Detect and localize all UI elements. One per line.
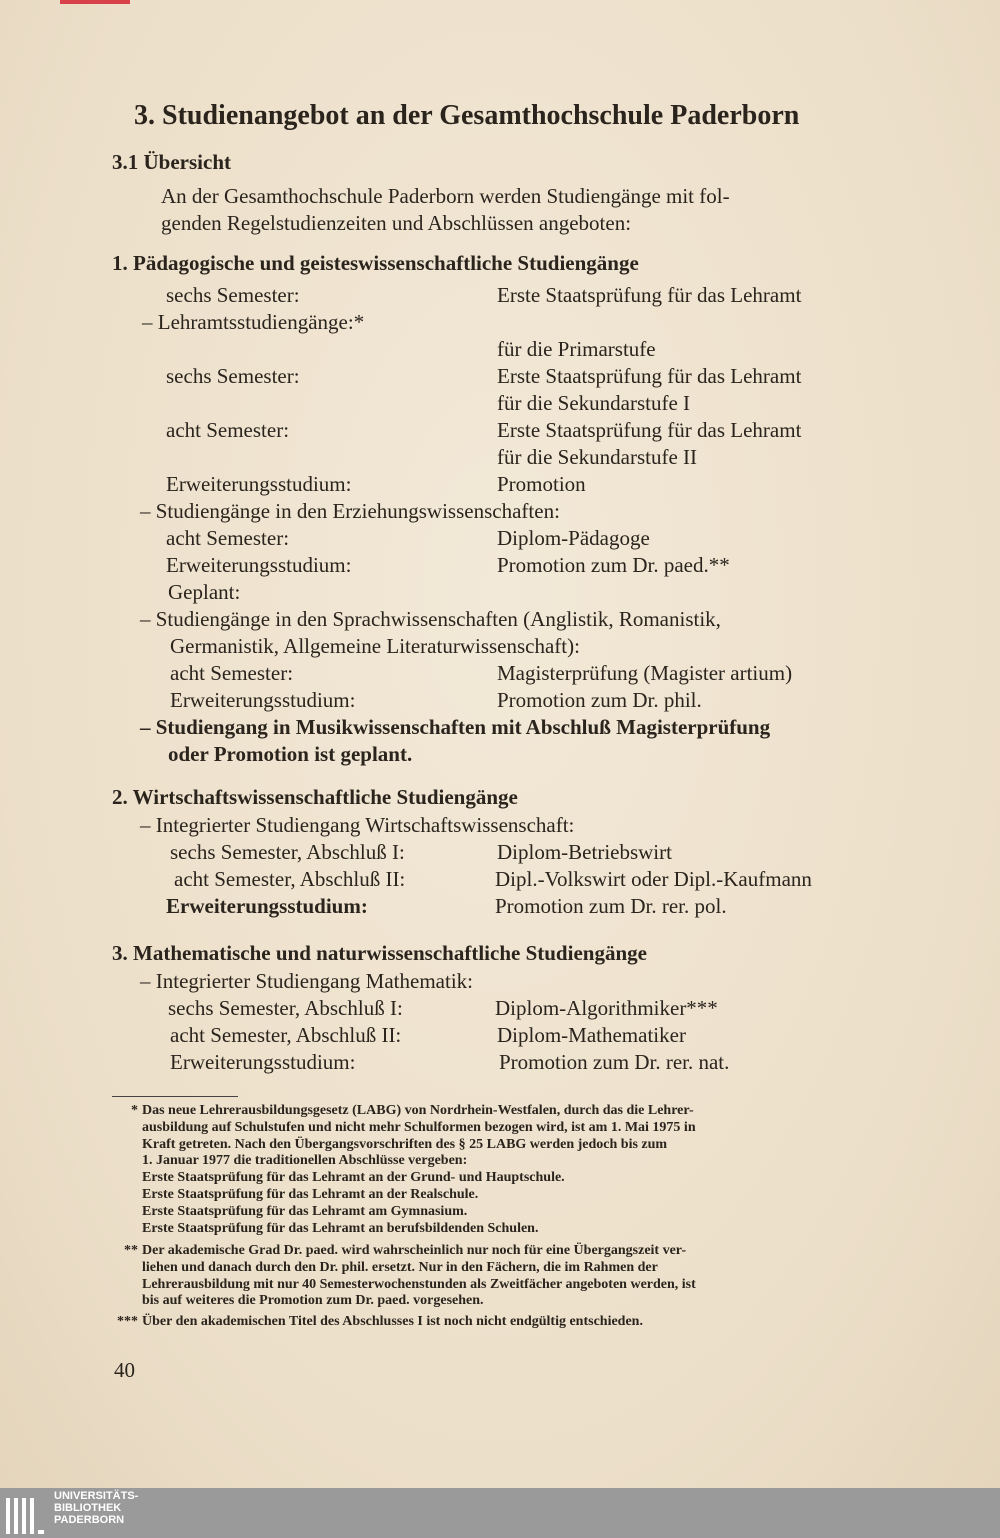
list-label: – Integrierter Studiengang Wirtschaftswissenschaft: [140, 813, 575, 837]
footnote-line: Lehrerausbildung mit nur 40 Semesterwochenstunden als Zweitfächer angeboten werden, ist [142, 1276, 696, 1292]
footnote-line: Erste Staatsprüfung für das Lehramt an der Realschule. [142, 1186, 479, 1202]
library-footer-bar [0, 1488, 1000, 1538]
group1-heading: 1. Pädagogische und geisteswissenschaftliche Studiengänge [112, 251, 639, 275]
row-right: Promotion zum Dr. paed.** [497, 553, 730, 577]
footnote-mark: ** [124, 1243, 138, 1258]
footnote-3: Über den akademischen Titel des Abschlusses I ist noch nicht endgültig entschieden. [142, 1314, 643, 1329]
row-left: acht Semester, Abschluß II: [174, 867, 406, 891]
row-right: Diplom-Algorithmiker*** [495, 996, 718, 1020]
row-left: Erweiterungsstudium: [166, 894, 368, 918]
list-label: – Studiengang in Musikwissenschaften mit Abschluß Magisterprüfung [140, 715, 771, 739]
footnote-divider [112, 1096, 238, 1097]
row-right: Promotion zum Dr. rer. nat. [499, 1050, 730, 1074]
row-left: Erweiterungsstudium: [170, 1050, 356, 1074]
row-right: Erste Staatsprüfung für das Lehramt [497, 283, 802, 307]
logo-line: UNIVERSITÄTS- [54, 1490, 139, 1502]
list-label: – Lehramtsstudiengänge:* [142, 310, 365, 334]
row-right: für die Sekundarstufe I [497, 391, 691, 415]
row-right: Erste Staatsprüfung für das Lehramt [497, 418, 802, 442]
footnote-line: 1. Januar 1977 die traditionellen Abschlüsse vergeben: [142, 1153, 468, 1169]
footnote-line: Erste Staatsprüfung für das Lehramt an berufsbildenden Schulen. [142, 1220, 539, 1236]
section-heading: 3.1 Übersicht [112, 150, 231, 174]
footnote-line: Der akademische Grad Dr. paed. wird wahrscheinlich nur noch für eine Übergangszeit ver- [142, 1243, 687, 1258]
row-left: Erweiterungsstudium: [166, 553, 352, 577]
row-right: für die Primarstufe [497, 337, 656, 361]
row-right: Diplom-Pädagoge [497, 526, 650, 550]
intro-line-1: An der Gesamthochschule Paderborn werden Studiengänge mit fol- [161, 184, 730, 208]
row-right: Magisterprüfung (Magister artium) [497, 661, 793, 685]
row-left: sechs Semester, Abschluß I: [170, 840, 405, 864]
footnote-mark: * [131, 1103, 138, 1118]
row-right: Diplom-Betriebswirt [497, 840, 672, 864]
list-label-cont: oder Promotion ist geplant. [168, 742, 413, 766]
row-left: acht Semester: [170, 661, 294, 685]
footnote-mark: *** [117, 1314, 138, 1329]
row-left: acht Semester: [166, 526, 290, 550]
row-right: Promotion [497, 472, 586, 496]
page-title: 3. Studienangebot an der Gesamthochschule Paderborn [134, 100, 800, 131]
list-label: – Integrierter Studiengang Mathematik: [140, 969, 473, 993]
footnote-line: Das neue Lehrerausbildungsgesetz (LABG) von Nordrhein-Westfalen, durch das die Lehrer- [142, 1103, 694, 1118]
row-left: sechs Semester, Abschluß I: [168, 996, 403, 1020]
row-right: für die Sekundarstufe II [497, 445, 698, 469]
row-right: Erste Staatsprüfung für das Lehramt [497, 364, 802, 388]
row-right: Promotion zum Dr. phil. [497, 688, 702, 712]
logo-line: PADERBORN [54, 1514, 125, 1526]
footnote-line: Erste Staatsprüfung für das Lehramt an der Grund- und Hauptschule. [142, 1170, 565, 1186]
footnote-line: Erste Staatsprüfung für das Lehramt am Gymnasium. [142, 1203, 468, 1219]
row-left: acht Semester: [166, 418, 290, 442]
list-label: – Studiengänge in den Sprachwissenschaften (Anglistik, Romanistik, [140, 607, 721, 631]
footnote-1 [142, 1103, 902, 1237]
footnote-line: Kraft getreten. Nach den Übergangsvorschriften des § 25 LABG werden jedoch bis zum [142, 1136, 668, 1152]
group3-heading: 3. Mathematische und naturwissenschaftliche Studiengänge [112, 941, 647, 965]
library-logo-text [54, 1490, 138, 1526]
row-left: sechs Semester: [166, 283, 300, 307]
footnote-line: bis auf weiteres die Promotion zum Dr. paed. vorgesehen. [142, 1293, 484, 1309]
footnote-line: ausbildung auf Schulstufen und nicht mehr Schulformen bezogen wird, ist am 1. Mai 1975 in [142, 1119, 696, 1135]
footnote-2 [142, 1243, 902, 1310]
row-right: Dipl.-Volkswirt oder Dipl.-Kaufmann [495, 867, 812, 891]
row-left: acht Semester, Abschluß II: [170, 1023, 402, 1047]
footnote-line: liehen und danach durch den Dr. phil. ersetzt. Nur in den Fächern, die im Rahmen der [142, 1259, 658, 1275]
group2-heading: 2. Wirtschaftswissenschaftliche Studiengänge [112, 785, 518, 809]
row-left: Erweiterungsstudium: [170, 688, 356, 712]
row-left: Erweiterungsstudium: [166, 472, 352, 496]
red-mark [60, 0, 130, 4]
planned-label: Geplant: [168, 580, 241, 604]
row-right: Promotion zum Dr. rer. pol. [495, 894, 727, 918]
logo-line: BIBLIOTHEK [54, 1502, 122, 1514]
library-logo-icon [4, 1490, 46, 1534]
list-label: – Studiengänge in den Erziehungswissenschaften: [140, 499, 560, 523]
row-right: Diplom-Mathematiker [497, 1023, 686, 1047]
list-label-cont: Germanistik, Allgemeine Literaturwissenschaft): [170, 634, 580, 658]
row-left: sechs Semester: [166, 364, 300, 388]
page-number: 40 [114, 1358, 135, 1382]
intro-line-2: genden Regelstudienzeiten und Abschlüssen angeboten: [161, 211, 632, 235]
